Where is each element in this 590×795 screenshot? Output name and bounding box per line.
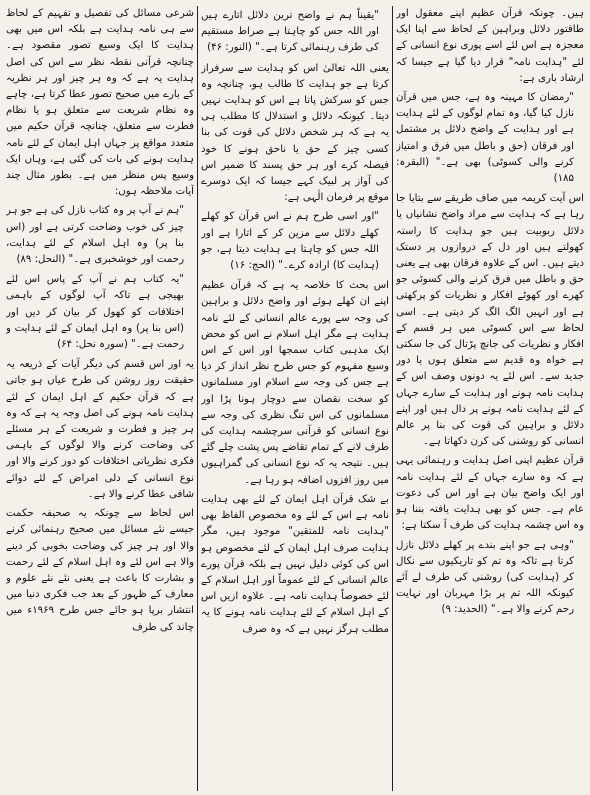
quran-quote: "وہی ہے جو اپنے بندے پر کھلے دلائل نازل کرتا ہے تاکہ وہ تم کو تاریکیوں سے نکال کر (ہدایت کی) روشنی کی طرف لے آئے کیونکہ اللہ تم پر بڑا مہربان اور نہایت رحم کرنے والا ہے۔" (الحدید: ۹) [396, 539, 574, 616]
quran-quote: "اور اسی طرح ہم نے اس قرآن کو کھلے کھلے دلائل سے مزین کر کے اتارا ہے اور اللہ جس کو چاہتا ہے ہدایت دیتا ہے، جو (ہدایت کا) ارادہ کرے۔" (الحج: ۱۶) [201, 211, 379, 272]
column-left [6, 6, 194, 791]
quran-quote: "یقیناً ہم نے واضح ترین دلائل اتارے ہیں اور اللہ جس کو چاہتا ہے صراط مستقیم کی طرف رہنمائی کرتا ہے۔" (النور: ۴۶) [201, 10, 379, 54]
paragraph: بے شک قرآن اہل ایمان کے لئے بھی ہدایت نامہ ہے اس کے لئے وہ مخصوص الفاظ بھی "ہدایت نامہ للمتقین" موجود ہیں، مگر ہدایت صرف اہل ایمان کے لئے مخصوص ہو اس کی کوئی دلیل نہیں ہے بلکہ قرآن پورے عالم انسانی کے لئے عموماً اور اہل اسلام کے لئے خصوصاً ہدایت نامہ ہے۔ علاوہ ازیں اس کے اہل اسلام کے لئے ہدایت نامہ ہونے کا یہ مطلب ہرگز نہیں ہے کہ وہ صرف [201, 493, 389, 635]
quran-quote: "رمضان کا مہینہ وہ ہے، جس میں قرآن نازل کیا گیا، وہ تمام لوگوں کے لئے ہدایت ہے اور ہدایت کے واضح دلائل پر مشتمل اور فرقان (حق و باطل میں فرق و امتیاز کرنے والی کسوٹی) بھی ہے۔" (البقرہ: ۱۸۵) [396, 92, 574, 185]
quran-quote: "یہ کتاب ہم نے آپ کے پاس اس لئے بھیجی ہے تاکہ آپ لوگوں کے باہمی اختلافات کو کھول کر بیان کر دیں اور (اس بنا پر) وہ اہل ایمان کے لئے ہدایت و رحمت ہے۔" (سورہ نحل: ۶۴) [6, 274, 184, 351]
column-divider [197, 6, 198, 791]
paragraph: اس لحاظ سے چونکہ یہ صحیفہ حکمت جیسے نئے مسائل میں صحیح رہنمائی کرنے والا اور ہر چیز کی وضاحت بخوبی کر دینے والا ہے اس لئے وہ اہل اسلام کے لئے رحمت و بشارت کا باعث ہے یعنی نئے نئے علوم و معارف کے ظہور کے بعد جب فکری دنیا میں انتشار برپا ہو جائے جس طرح ۱۹۶۹ء میں چاند کی طرف [6, 508, 194, 633]
column-divider [392, 6, 393, 791]
paragraph: ہیں۔ چونکہ قرآن عظیم اپنے معقول اور طاقتور دلائل وبراہین کے لحاظ سے اپنا ایک معجزہ ہے اس لئے اسے پوری نوع انسانی کے لئے "ہدایت نامہ" قرار دیا گیا ہے جیسا کہ ارشاد باری ہے: [396, 8, 584, 84]
column-middle [201, 6, 389, 791]
paragraph: شرعی مسائل کی تفصیل و تفہیم کے لحاظ سے ہی نامہ ہدایت ہے بلکہ اس میں بھی ہدایت کا ایک وسیع تصور مقصود ہے۔ چنانچہ قرآنی نقطہ نظر سے اس کی اصل ہدایت یہ ہے کہ وہ ہر چیز اور ہر نظریہ کے بارے میں صحیح تصور عطا کرتا ہے، چاہے وہ نظام شریعت سے متعلق ہو یا نظام فطرت سے متعلق، چنانچہ قرآن حکیم میں متعدد مواقع پر جہاں اہل ایمان کے لئے نامہ ہدایت ہونے کی بات کی گئی ہے، وہاں ایک وسیع پس منظر میں ہے۔ بطور مثال چند آیات ملاحظہ ہوں: [6, 8, 194, 198]
quran-quote: "ہم نے آپ پر وہ کتاب نازل کی ہے جو ہر چیز کی خوب وضاحت کرتی ہے اور (اس بنا پر) وہ اہل اسلام کے لئے ہدایت، رحمت اور خوشخبری ہے۔" (النحل: ۸۹) [6, 205, 184, 266]
paragraph: قرآن عظیم اپنی اصل ہدایت و رہنمائی یہی ہے کہ وہ سارے جہاں کے لئے ہدایت نامہ اور ایک واضح بیان ہے اور اس کی دعوت عام ہے۔ جس کو بھی ہدایت یافتہ بننا ہو وہ اس چشمہ ہدایت کی طرف آ سکتا ہے: [396, 455, 584, 532]
column-right [396, 6, 584, 791]
paragraph: یہ اور اس قسم کی دیگر آیات کے ذریعہ یہ حقیقت روز روشن کی طرح عیاں ہو جاتی ہے کہ قرآن حکیم کے اہل ایمان کے لئے ہدایت نامہ ہونے کی اصل وجہ یہ ہے کہ وہ ہر چیز و فطرت و شریعت کے ہر مسئلے کی وضاحت کرنے والا لوگوں کے باہمی فکری نظریاتی اختلافات کو دور کرنے والا اور نوع انسانی کے دلی امراض کے لئے دوائے شافی عطا کرنے والا ہے۔ [6, 359, 194, 500]
paragraph: یعنی اللہ تعالیٰ اس کو ہدایت سے سرفراز کرتا ہے جو ہدایت کا طالب ہو، چنانچہ وہ جس کو سرکش پاتا ہے اس کو ہدایت نہیں دیتا۔ کیونکہ دلائل و استدلال کا مطلب ہی یہ ہے کہ ہر شخص دلائل کی قوت کی بنا کسی چیز کے حق یا ناحق ہونے کا خود فیصلہ کرے اور ہر حق پسند کا ضمیر اس کی آواز پر لبیک کہے جیسا کہ ایک دوسرے موقع پر فرمان الٰہی ہے: [201, 62, 389, 204]
paragraph: اس آیت کریمہ میں صاف طریقے سے بتایا جا رہا ہے کہ ہدایت سے مراد واضح نشانیاں یا دلائل ربوبیت ہیں جو ہدایت کا راستہ کھولتے ہیں اور دل کے دروازوں پر دستک دیتے ہیں۔ اس کے علاوہ فرقان بھی ہے یعنی حق و باطل میں فرق کرنے والی کسوٹی جو کھرے اور کھوٹے افکار و نظریات کو پرکھتی ہے اور انہیں الگ الگ کر دیتی ہے۔ اسی لحاظ سے اس کسوٹی میں ہر قسم کے افکار و نظریات کی جانچ پڑتال کی جا سکتی ہے خواہ وہ قدیم سے متعلق ہوں یا دور جدید سے۔ اس لئے یہ دونوں وصف اس کے ہدایت نامہ ہونے اور ہدایت کے سارے جہاں کے لئے ہدایت نامہ ہونے پر دال ہیں اور اپنے دلائل و براہین کی قوت کی بنا پر عالم انسانی کو روشنی کی کرن دکھاتا ہے۔ [396, 193, 584, 448]
paragraph: اس بحث کا خلاصہ یہ ہے کہ قرآن عظیم اپنے ان کھلے ہوئے اور واضح دلائل و براہین کی وجہ سے پورے عالم انسانی کے لئے نامہ ہدایت ہے مگر اہل اسلام نے اس کو محض ایک مذہبی کتاب سمجھا اور اس کے اس وسیع مفہوم کو جس طرح نظر انداز کر دیا ہے جس کی وجہ سے اسلام اور مسلمانوں کو سخت نقصان سے دوچار ہونا پڑا اور مسلمانوں کی اس تنگ نظری کی وجہ سے نوع انسانی کو قرآنی سرچشمہ ہدایت کی طرف لانے کے تمام تقاضے پس پشت چلے گئے ہیں۔ نتیجہ یہ کہ نوع انسانی کی گمراہیوں میں روز افزوں اضافہ ہو رہا ہے۔ [201, 280, 389, 486]
